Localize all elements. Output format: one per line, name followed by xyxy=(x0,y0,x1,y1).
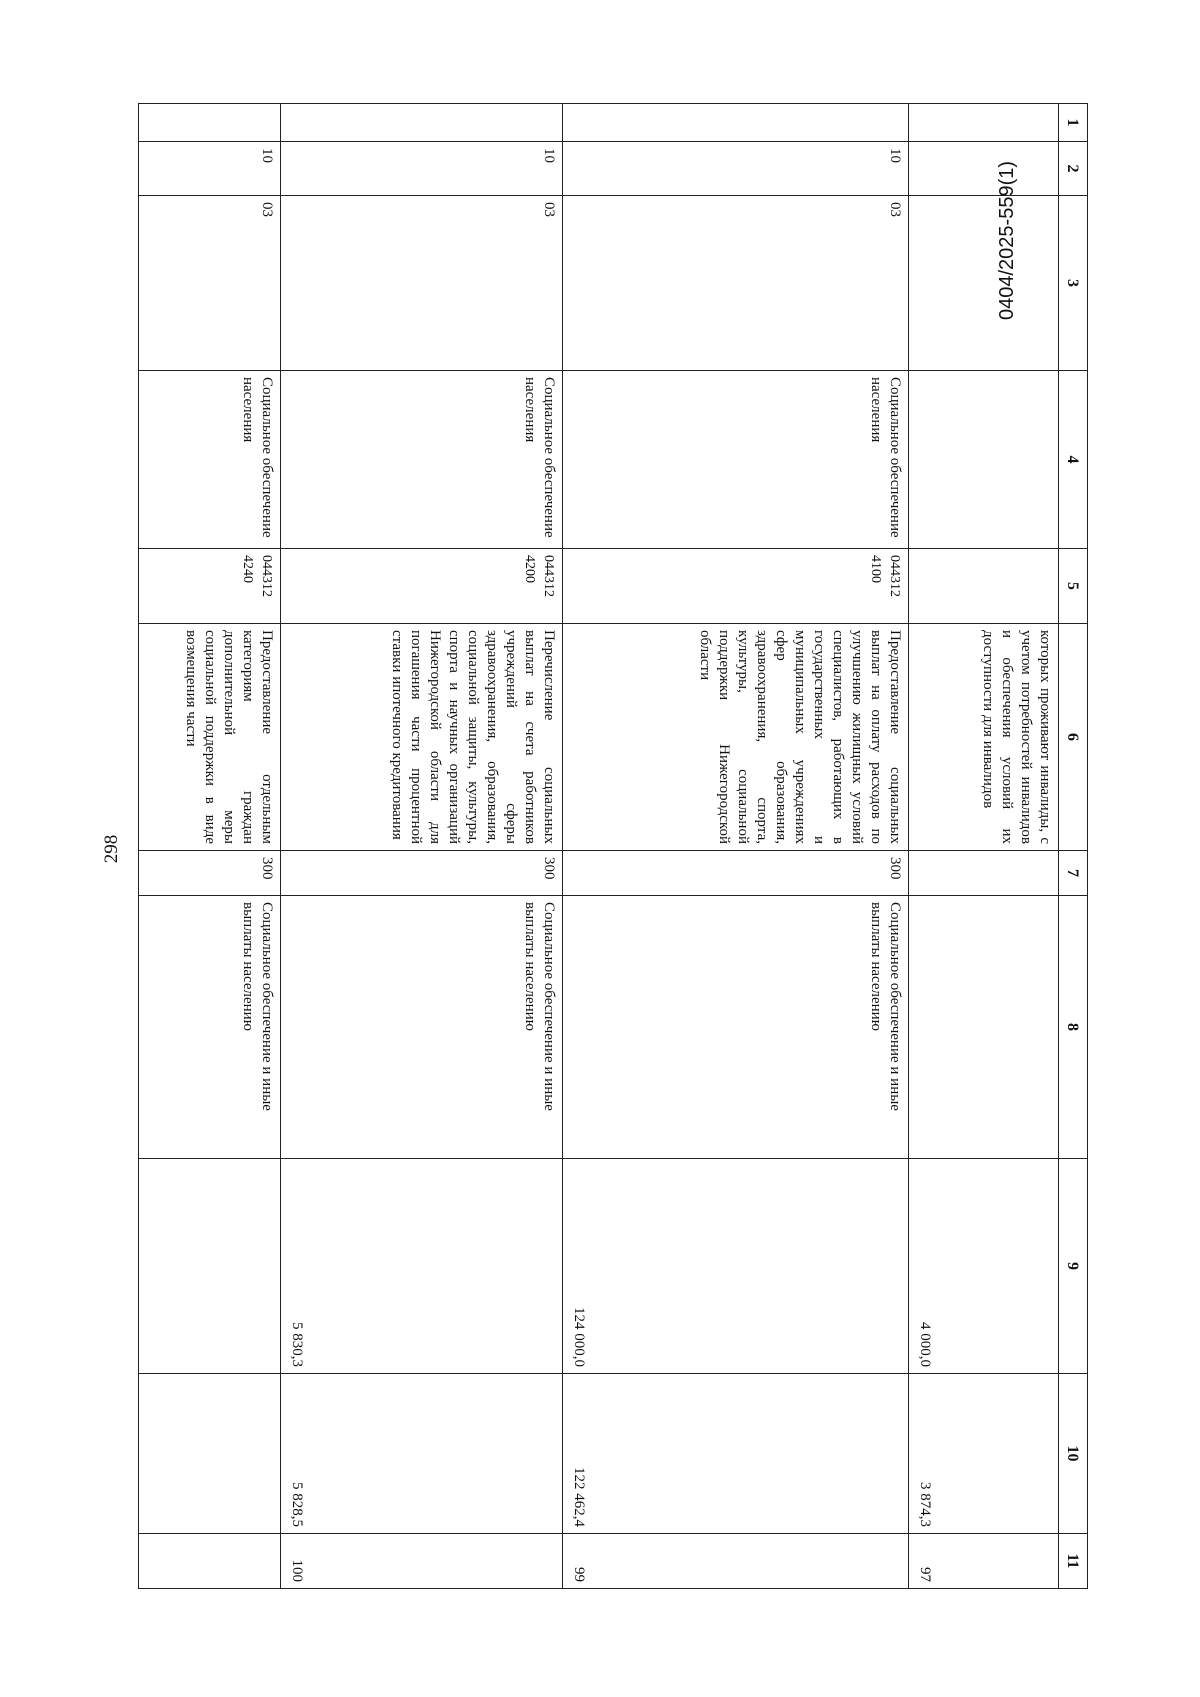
document-code: 0404/2025-559(1) xyxy=(996,160,1018,320)
cell-description: Предоставление отдельным категориям граждан дополнительной меры социальной поддержки в виде возмещения части xyxy=(139,624,281,851)
cell-target-code: 044312 4100 xyxy=(563,549,909,624)
cell-subsection: 03 xyxy=(281,196,563,371)
cell-col1 xyxy=(563,104,909,142)
cell-target-code xyxy=(909,549,1059,624)
cell-planned: 4 000,0 xyxy=(909,1159,1059,1374)
cell-planned: 124 000,0 xyxy=(563,1159,909,1374)
cell-subsection: 03 xyxy=(139,196,281,371)
header-cell: 7 xyxy=(1059,851,1088,896)
cell-planned: 5 830,3 xyxy=(281,1159,563,1374)
cell-actual: 5 828,5 xyxy=(281,1374,563,1534)
cell-subsection: 03 xyxy=(563,196,909,371)
header-cell: 6 xyxy=(1059,624,1088,851)
cell-target-code: 044312 4200 xyxy=(281,549,563,624)
cell-section-name: Социальное обеспечение населения xyxy=(563,371,909,549)
header-cell: 4 xyxy=(1059,371,1088,549)
cell-col1 xyxy=(281,104,563,142)
budget-table xyxy=(138,103,1088,1589)
cell-percent: 97 xyxy=(909,1534,1059,1589)
cell-col1 xyxy=(909,104,1059,142)
cell-actual xyxy=(139,1374,281,1534)
header-cell: 9 xyxy=(1059,1159,1088,1374)
cell-expense-code: 300 xyxy=(139,851,281,896)
header-cell: 5 xyxy=(1059,549,1088,624)
cell-expense-code: 300 xyxy=(563,851,909,896)
header-cell: 8 xyxy=(1059,896,1088,1159)
cell-section: 10 xyxy=(563,142,909,196)
header-cell: 10 xyxy=(1059,1374,1088,1534)
cell-section-name: Социальное обеспечение населения xyxy=(139,371,281,549)
cell-actual: 122 462,4 xyxy=(563,1374,909,1534)
cell-description: которых проживают инвалиды, с учетом потребностей инвалидов и обеспечения условий их доступности для инвалидов xyxy=(909,624,1059,851)
table-row xyxy=(563,104,909,1589)
cell-actual: 3 874,3 xyxy=(909,1374,1059,1534)
table-row xyxy=(909,104,1059,1589)
header-cell: 11 xyxy=(1059,1534,1088,1589)
cell-description: Перечисление социальных выплат на счета работников учреждений сферы здравоохранения, образования, социальной защиты, культуры, спорта и научных организаций Нижегородской области для погашения части процентной ставки ипотечного кредитования xyxy=(281,624,563,851)
cell-subsection xyxy=(909,196,1059,371)
cell-section-name: Социальное обеспечение населения xyxy=(281,371,563,549)
header-cell: 3 xyxy=(1059,196,1088,371)
cell-section xyxy=(909,142,1059,196)
table-row xyxy=(139,104,281,1589)
header-row xyxy=(1059,104,1088,1589)
rotated-table-container xyxy=(124,103,1088,1588)
cell-expense-name: Социальное обеспечение и иные выплаты населению xyxy=(281,896,563,1159)
cell-target-code: 044312 4240 xyxy=(139,549,281,624)
cell-expense-code: 300 xyxy=(281,851,563,896)
cell-section-name xyxy=(909,371,1059,549)
cell-planned xyxy=(139,1159,281,1374)
cell-percent: 99 xyxy=(563,1534,909,1589)
cell-expense-name: Социальное обеспечение и иные выплаты населению xyxy=(563,896,909,1159)
header-cell: 2 xyxy=(1059,142,1088,196)
table-row xyxy=(281,104,563,1589)
cell-description: Предоставление социальных выплат на оплату расходов по улучшению жилищных условий специалистов, работающих в государственных и муниципальных учреждениях сфер образования, здравоохранения, спорта, культуры, социальной поддержки Нижегородской области xyxy=(563,624,909,851)
cell-section: 10 xyxy=(281,142,563,196)
cell-percent: 100 xyxy=(281,1534,563,1589)
page-number: 298 xyxy=(101,834,122,864)
cell-expense-name xyxy=(909,896,1059,1159)
cell-percent xyxy=(139,1534,281,1589)
header-cell: 1 xyxy=(1059,104,1088,142)
cell-expense-name: Социальное обеспечение и иные выплаты населению xyxy=(139,896,281,1159)
cell-section: 10 xyxy=(139,142,281,196)
cell-expense-code xyxy=(909,851,1059,896)
cell-col1 xyxy=(139,104,281,142)
